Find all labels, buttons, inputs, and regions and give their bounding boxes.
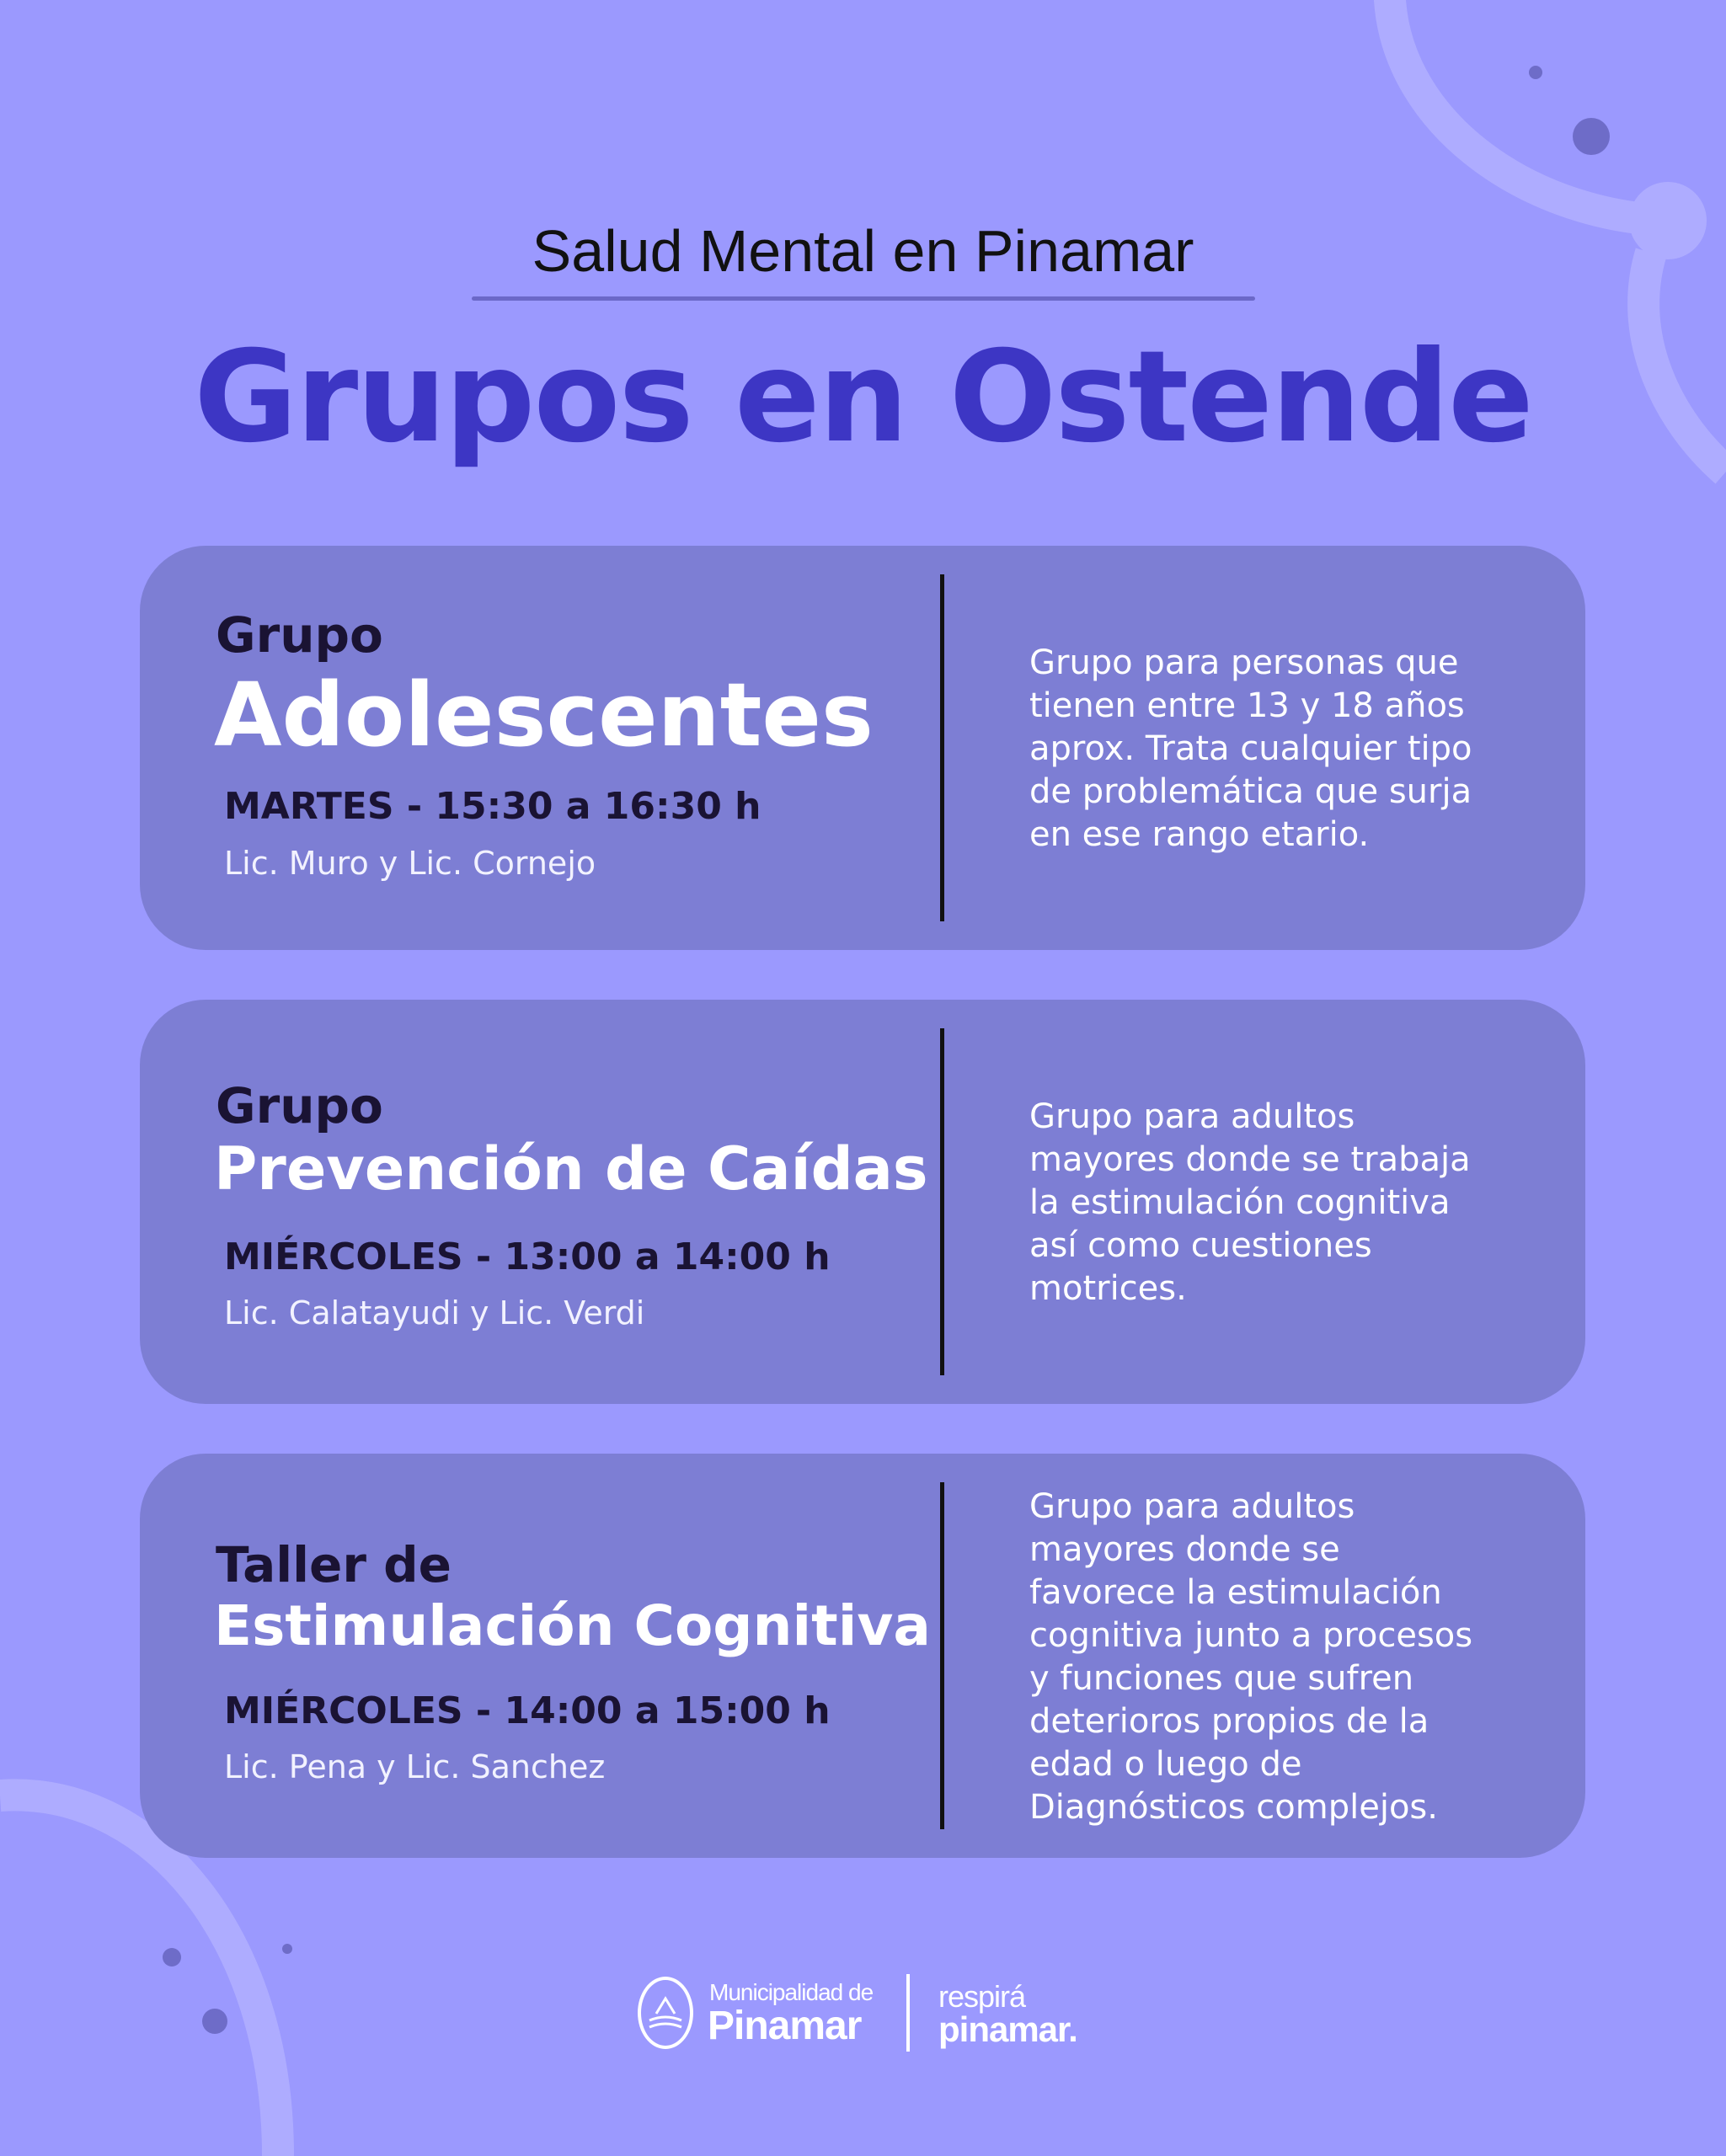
description-line: edad o luego de — [1029, 1745, 1302, 1784]
group-card-adolescentes — [140, 546, 1585, 950]
group-name: Adolescentes — [214, 664, 874, 766]
group-kicker: Grupo — [216, 606, 383, 664]
description-line: aprox. Trata cualquier tipo — [1029, 729, 1472, 768]
description-line: Diagnósticos complejos. — [1029, 1788, 1438, 1827]
header-title: Grupos en Ostende — [194, 324, 1532, 471]
municipality-name: Pinamar — [708, 2004, 862, 2048]
group-staff: Lic. Muro y Lic. Cornejo — [224, 845, 596, 882]
description-line: favorece la estimulación — [1029, 1573, 1442, 1612]
description-line: en ese rango etario. — [1029, 815, 1370, 854]
card-divider — [940, 1028, 944, 1375]
slogan-big: pinamar. — [938, 2009, 1077, 2049]
group-schedule: MARTES - 15:30 a 16:30 h — [224, 785, 761, 828]
group-description — [1029, 642, 1552, 857]
slogan-small: respirá — [938, 1979, 1026, 2014]
description-line: mayores donde se — [1029, 1530, 1340, 1569]
description-line: Grupo para personas que — [1029, 643, 1459, 682]
card-divider — [940, 574, 944, 921]
group-name: Estimulación Cognitiva — [214, 1593, 931, 1658]
group-schedule: MIÉRCOLES - 13:00 a 14:00 h — [224, 1235, 831, 1278]
footer — [0, 1971, 1726, 2063]
group-name: Prevención de Caídas — [214, 1134, 928, 1203]
logo-separator — [906, 1974, 910, 2052]
group-card-prevencion-caidas — [140, 1000, 1585, 1404]
description-line: motrices. — [1029, 1269, 1187, 1308]
group-kicker: Grupo — [216, 1077, 383, 1134]
group-description — [1029, 1096, 1552, 1310]
description-line: de problemática que surja — [1029, 772, 1472, 811]
group-schedule: MIÉRCOLES - 14:00 a 15:00 h — [224, 1689, 831, 1732]
subtitle-underline — [472, 296, 1255, 301]
description-line: Grupo para adultos — [1029, 1487, 1355, 1526]
description-line: mayores donde se trabaja — [1029, 1140, 1471, 1179]
group-description — [1029, 1486, 1552, 1829]
card-divider — [940, 1482, 944, 1829]
description-line: deterioros propios de la — [1029, 1702, 1429, 1741]
description-line: tienen entre 13 y 18 años — [1029, 686, 1465, 725]
group-staff: Lic. Calatayudi y Lic. Verdi — [224, 1294, 645, 1331]
municipality-label: Municipalidad de — [709, 1979, 874, 2005]
group-kicker: Taller de — [216, 1536, 452, 1593]
description-line: cognitiva junto a procesos — [1029, 1616, 1473, 1655]
description-line: así como cuestiones — [1029, 1226, 1372, 1265]
description-line: la estimulación cognitiva — [1029, 1183, 1451, 1222]
group-staff: Lic. Pena y Lic. Sanchez — [224, 1748, 606, 1785]
header-subtitle: Salud Mental en Pinamar — [532, 218, 1194, 284]
description-line: y funciones que sufren — [1029, 1659, 1414, 1698]
municipality-seal-icon — [638, 1977, 693, 2049]
description-line: Grupo para adultos — [1029, 1097, 1355, 1136]
group-card-estimulacion-cognitiva — [140, 1454, 1585, 1858]
